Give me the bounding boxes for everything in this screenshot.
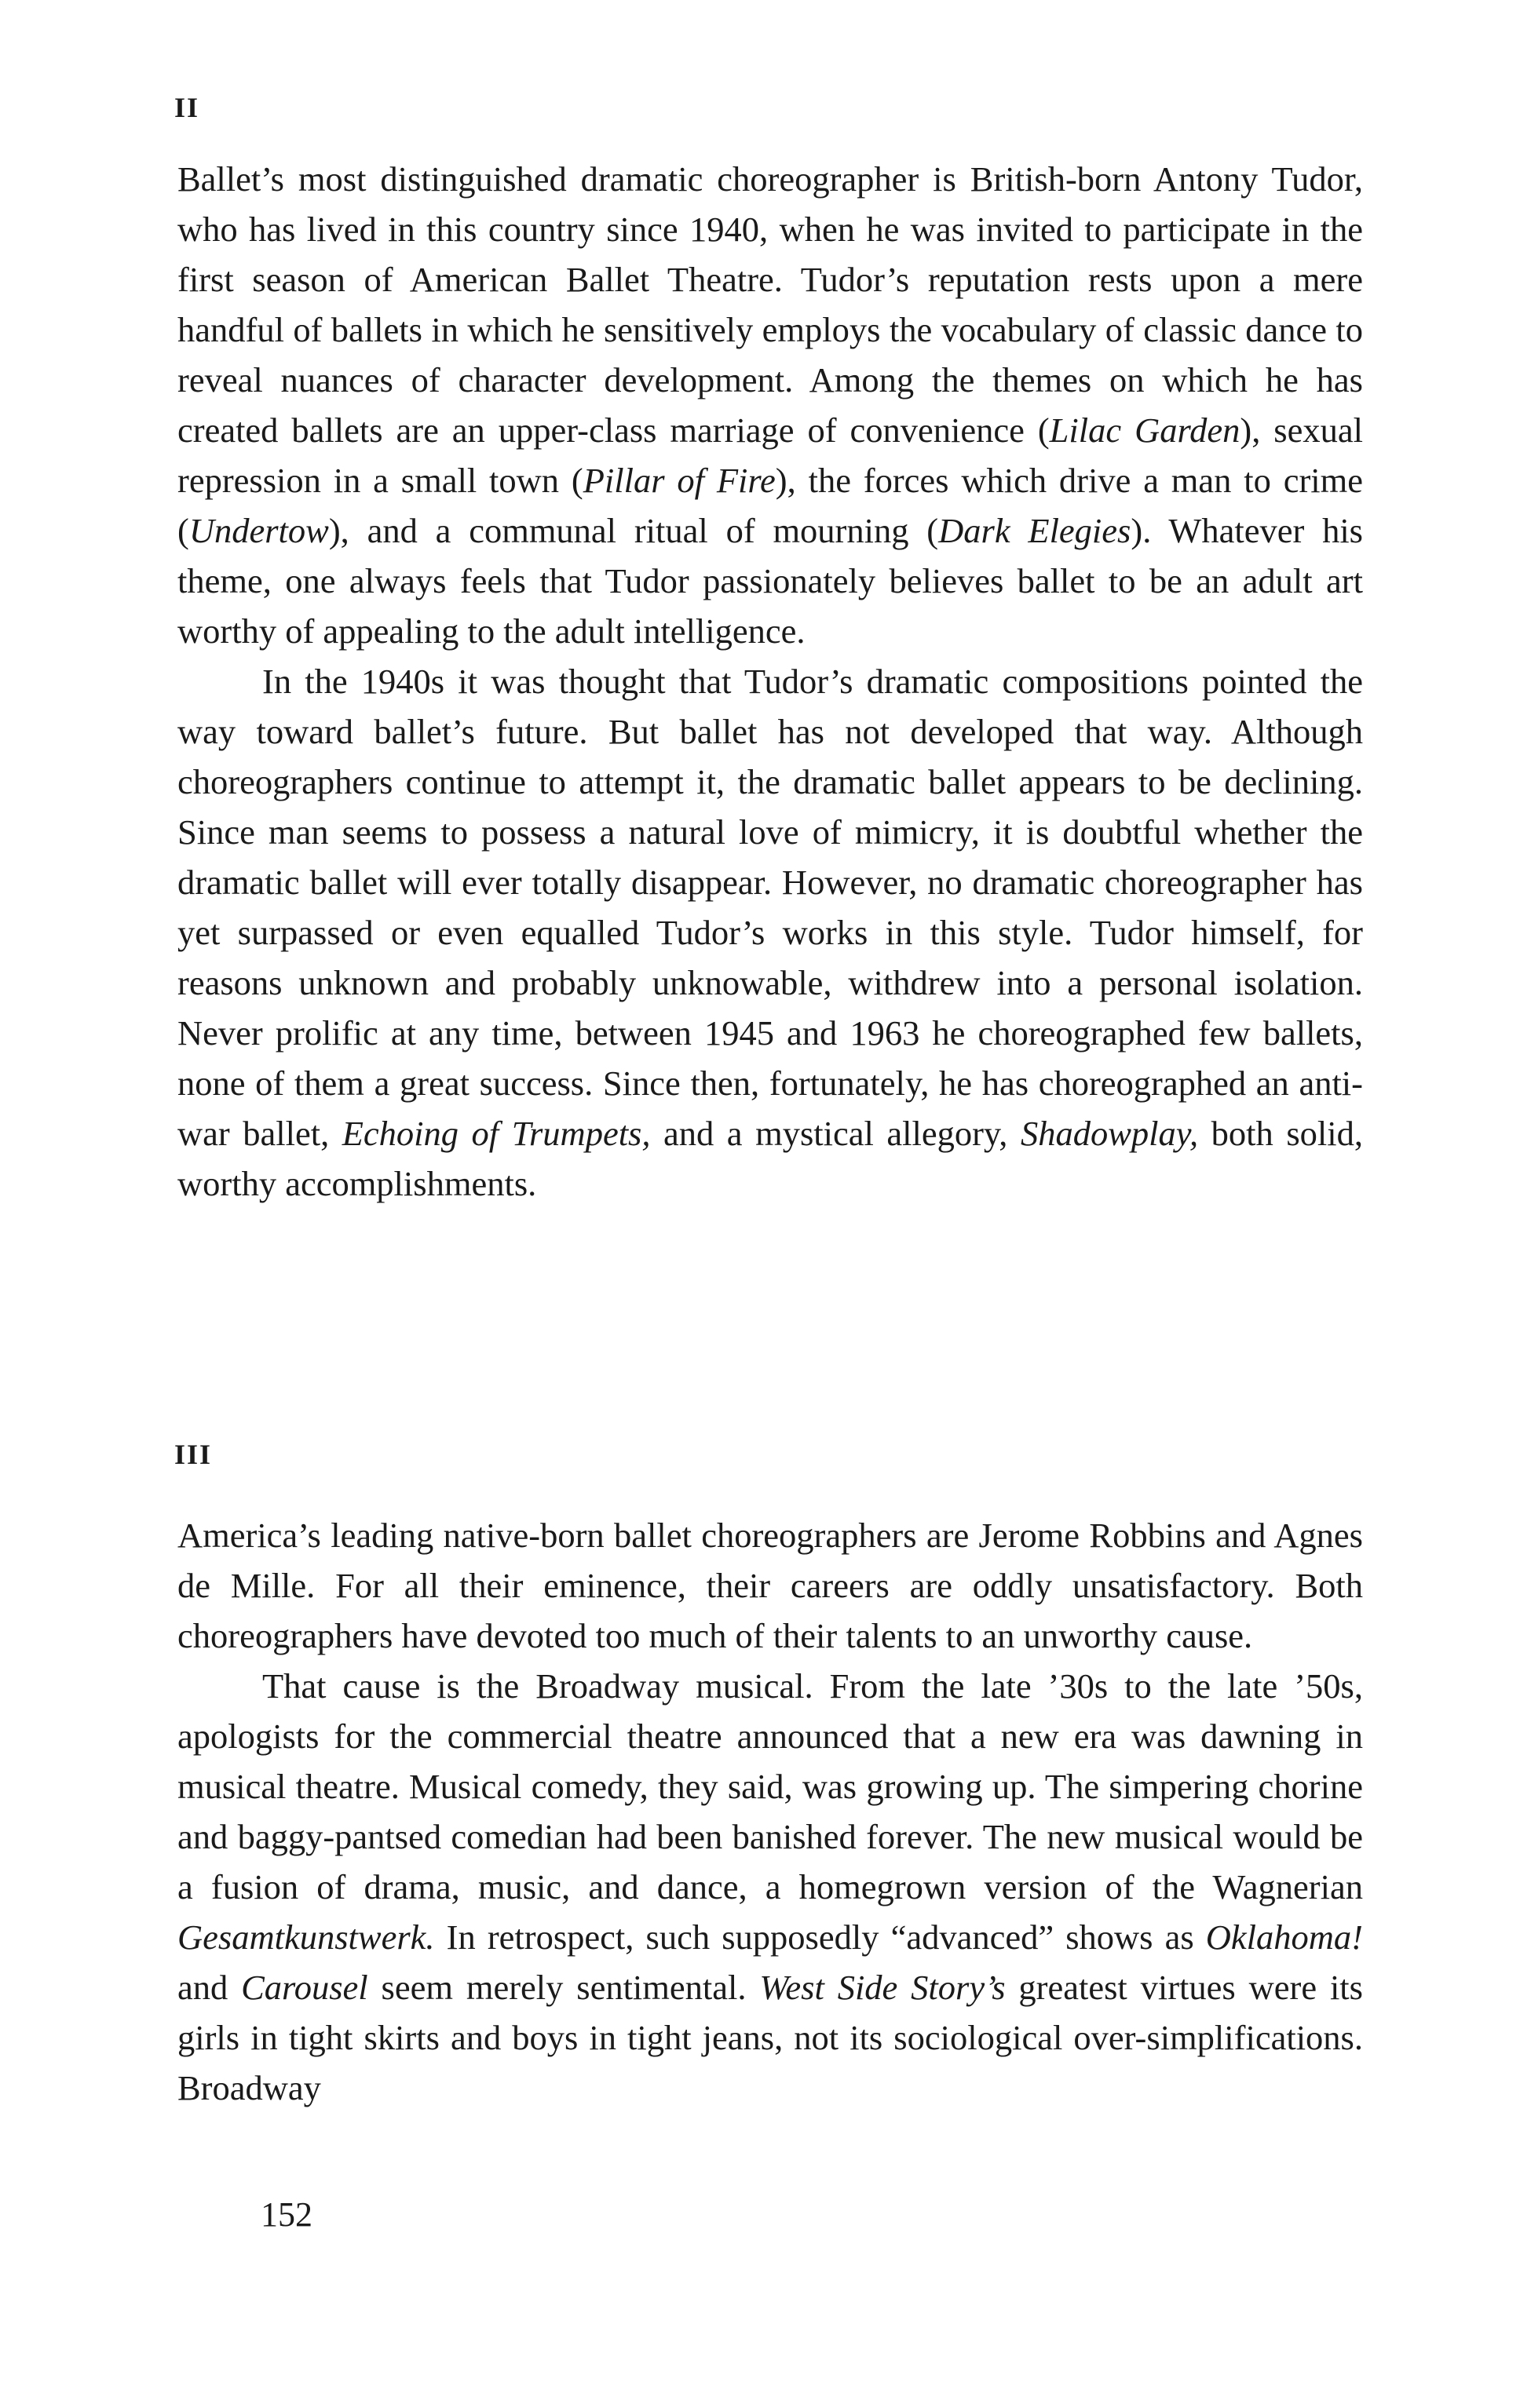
text-segment: In retrospect, such supposedly “advanced” shows as <box>434 1917 1206 1957</box>
work-title: Oklahoma! <box>1205 1917 1363 1957</box>
text-segment: greatest virtues were its girls in tight skirts and boys in tight jeans, not its sociological over-simplifications. Broadway <box>177 1968 1363 2107</box>
text-segment: both solid, worthy accomplishments. <box>177 1114 1363 1203</box>
text-segment: In the 1940s it was thought that Tudor’s dramatic compositions pointed the way toward ballet’s future. But ballet has not developed that way. Although choreographers continue to attempt it, the dramatic ballet appears to be declining. Since man seems to possess a natural love of mimicry, it is doubtful whether the dramatic ballet will ever totally disappear. However, no dramatic choreographer has yet surpassed or even equalled Tudor’s works in this style. Tudor himself, for reasons unknown and probably unknowable, withdrew into a personal isolation. Never prolific at any time, between 1945 and 1963 he choreographed few ballets, none of them a great success. Since then, fortunately, he has choreographed an anti-war ballet, <box>177 662 1363 1153</box>
text-segment: ). Whatever his theme, one always feels that Tudor passionately believes ballet to be an adult art worthy of appealing to the adult intelligence. <box>177 511 1363 651</box>
ballet-title: Dark Elegies <box>938 511 1131 550</box>
text-segment: Ballet’s most distinguished dramatic choreographer is British-born Antony Tudor, who has lived in this country since 1940, when he was invited to participate in the first season of American Ballet Theatre. Tudor’s reputation rests upon a mere handful of ballets in which he sensitively employs the vocabulary of classic dance to reveal nuances of character development. Among the themes on which he has created ballets are an upper-class marriage of convenience ( <box>177 159 1363 450</box>
section-ii-paragraph-2 <box>177 656 1363 1209</box>
text-segment: ), sexual repression in a small town ( <box>177 410 1363 500</box>
text-segment: seem merely sentimental. <box>367 1968 760 2007</box>
section-ii-numeral: II <box>174 92 200 123</box>
work-title: Carousel <box>241 1968 368 2007</box>
text-segment: America’s leading native-born ballet choreographers are Jerome Robbins and Agnes de Mille. For all their eminence, their careers are oddly unsatisfactory. Both choreographers have devoted too much of their talents to an unworthy cause. <box>177 1516 1363 1655</box>
section-ii-paragraph-1 <box>177 154 1363 656</box>
section-iii-numeral: III <box>174 1439 213 1470</box>
text-segment: That cause is the Broadway musical. From the late ’30s to the late ’50s, apologists for the commercial theatre announced that a new era was dawning in musical theatre. Musical comedy, they said, was growing up. The simpering chorine and baggy-pantsed comedian had been banished forever. The new musical would be a fusion of drama, music, and dance, a homegrown version of the Wagnerian <box>177 1666 1363 1906</box>
ballet-title: Pillar of Fire <box>583 461 776 500</box>
ballet-title: Undertow <box>188 511 329 550</box>
work-title: West Side Story’s <box>759 1968 1006 2007</box>
section-iii-paragraph-1 <box>177 1510 1363 1661</box>
text-segment: ), the forces which drive a man to crime ( <box>177 461 1364 550</box>
section-iii-body <box>177 1510 1363 2113</box>
text-segment: and a mystical allegory, <box>650 1114 1021 1153</box>
work-title: Gesamtkunstwerk. <box>177 1917 435 1957</box>
text-segment: ), and a communal ritual of mourning ( <box>328 511 939 550</box>
section-iii-paragraph-2 <box>177 1661 1363 2113</box>
ballet-title: Lilac Garden <box>1049 410 1240 450</box>
section-ii-body <box>177 154 1363 1209</box>
ballet-title: Echoing of Trumpets, <box>342 1114 651 1153</box>
text-segment: and <box>177 1968 242 2007</box>
ballet-title: Shadowplay, <box>1020 1114 1199 1153</box>
page-number: 152 <box>261 2195 312 2234</box>
